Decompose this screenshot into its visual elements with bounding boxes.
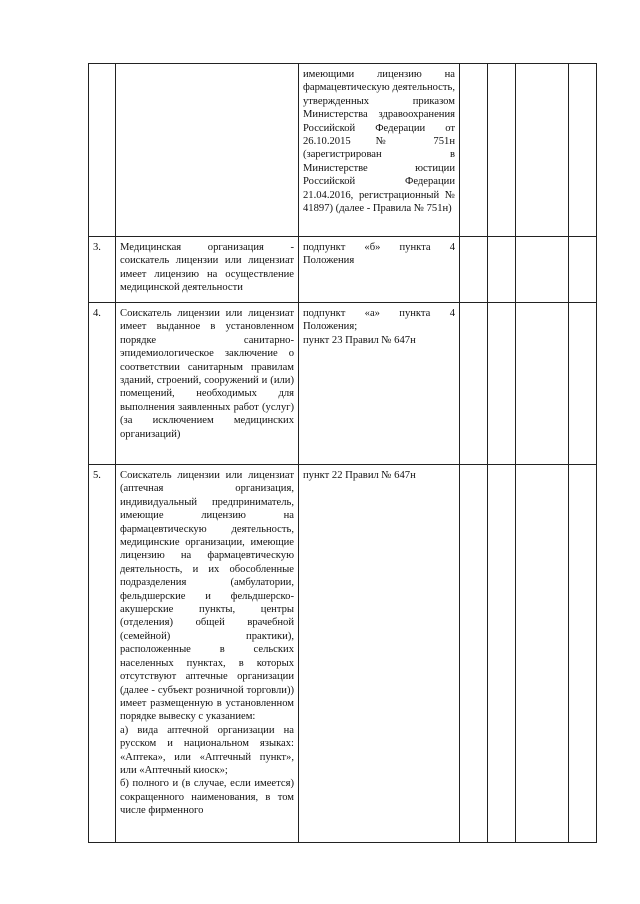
- empty-cell: [516, 465, 569, 843]
- reference-cell: пункт 22 Правил № 647н: [299, 465, 460, 843]
- reference-cell: подпункт «б» пункта 4 Положения: [299, 237, 460, 303]
- empty-cell: [569, 237, 597, 303]
- empty-cell: [516, 64, 569, 237]
- empty-cell: [488, 64, 516, 237]
- empty-cell: [488, 465, 516, 843]
- requirement-cell: Медицинская организация - соискатель лицензии или лицензиат имеет лицензию на осуществление медицинской деятельности: [116, 237, 299, 303]
- empty-cell: [460, 237, 488, 303]
- empty-cell: [569, 465, 597, 843]
- requirements-table: [88, 63, 597, 843]
- table-row: [89, 237, 597, 303]
- empty-cell: [516, 237, 569, 303]
- reference-cell: имеющими лицензию на фармацевтическую деятельность, утвержденных приказом Министерства здравоохранения Российской Федерации от 26.10.2015 № 751н (зарегистрирован в Министерстве юстиции Российской Федерации 21.04.2016, регистрационный № 41897) (далее - Правила № 751н): [299, 64, 460, 237]
- row-number-cell: 3.: [89, 237, 116, 303]
- requirement-cell: Соискатель лицензии или лицензиат имеет выданное в установленном порядке санитарно-эпидемиологическое заключение о соответствии санитарным правилам зданий, строений, сооружений и (или) помещений, необходимых для выполнения заявленных работ (услуг) (за исключением медицинских организаций): [116, 303, 299, 465]
- empty-cell: [460, 465, 488, 843]
- empty-cell: [516, 303, 569, 465]
- table-row: [89, 64, 597, 237]
- requirement-cell: Соискатель лицензии или лицензиат (аптечная организация, индивидуальный предприниматель, имеющие лицензию на фармацевтическую деятельность, медицинские организации, имеющие лицензию на фармацевтическую деятельность, и их обособленные подразделения (амбулатории, фельдшерские и фельдшерско-акушерские пункты, центры (отделения) общей врачебной (семейной) практики), расположенные в сельских населенных пунктах, в которых отсутствуют аптечные организации (далее - субъект розничной торговли)) имеет размещенную в установленном порядке вывеску с указанием: а) вида аптечной организации на русском и национальном языках: «Аптека», или «Аптечный пункт», или «Аптечный киоск»; б) полного и (в случае, если имеется) сокращенного наименования, в том числе фирменного: [116, 465, 299, 843]
- row-number-cell: [89, 64, 116, 237]
- requirement-cell: [116, 64, 299, 237]
- row-number-cell: 5.: [89, 465, 116, 843]
- reference-cell: подпункт «а» пункта 4 Положения; пункт 23 Правил № 647н: [299, 303, 460, 465]
- table-row: [89, 465, 597, 843]
- empty-cell: [569, 64, 597, 237]
- empty-cell: [460, 64, 488, 237]
- empty-cell: [488, 303, 516, 465]
- row-number-cell: 4.: [89, 303, 116, 465]
- empty-cell: [488, 237, 516, 303]
- empty-cell: [569, 303, 597, 465]
- table-row: [89, 303, 597, 465]
- empty-cell: [460, 303, 488, 465]
